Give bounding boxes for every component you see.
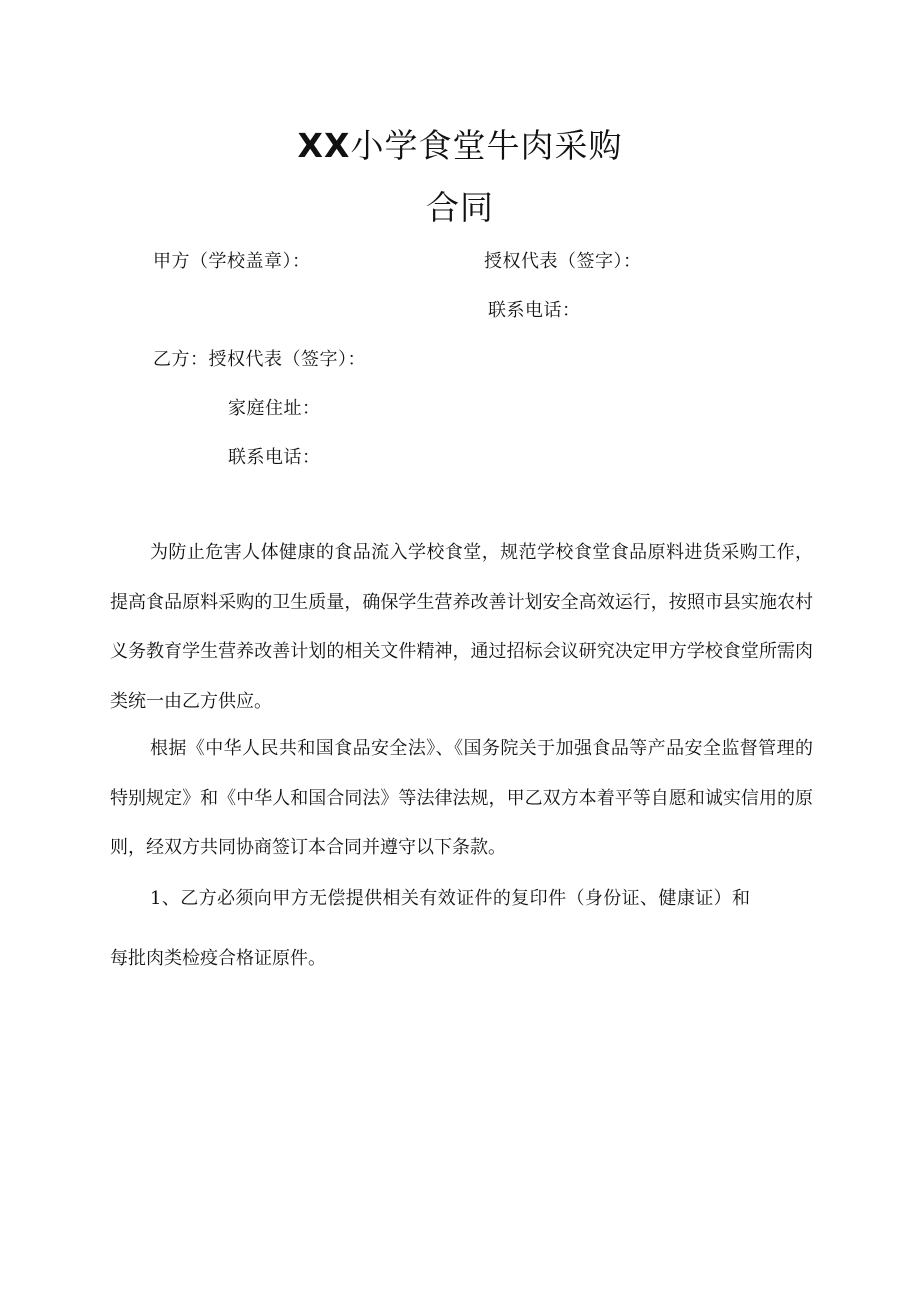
body-paragraph-purpose: 为防止危害人体健康的食品流入学校食堂，规范学校食堂食品原料进货采购工作，提高食品原料采购的卫生质量，确保学生营养改善计划安全高效运行，按照市县实施农村义务教育学生营养改善计划的相关文件精神，通过招标会议研究决定甲方学校食堂所需肉类统一由乙方供应。: [110, 542, 813, 712]
party-b-phone-label: 联系电话：: [228, 447, 321, 468]
party-a-label: 甲方（学校盖章）：: [153, 251, 311, 272]
title-prefix: XX: [297, 126, 351, 165]
party-b-address-label: 家庭住址：: [228, 398, 321, 419]
contract-title-line-2: 合同: [426, 188, 494, 227]
contract-title-line-1: [0, 126, 920, 166]
body-paragraph-legal-basis: 根据《中华人民共和国食品安全法》、《国务院关于加强食品等产品安全监督管理的特别规定》和《中华人和国合同法》等法律法规，甲乙双方本着平等自愿和诚实信用的原则，经双方共同协商签订本合同并遵守以下条款。: [110, 738, 813, 858]
title-main-text: 小学食堂牛肉采购: [350, 126, 623, 165]
party-b-label: 乙方：授权代表（签字）：: [153, 349, 366, 370]
party-a-representative-label: 授权代表（签字）：: [484, 251, 642, 272]
clause-1: 1、乙方必须向甲方无偿提供相关有效证件的复印件（身份证、健康证）和每批肉类检疫合格证原件。: [110, 888, 750, 969]
party-a-phone-label: 联系电话：: [488, 300, 581, 321]
